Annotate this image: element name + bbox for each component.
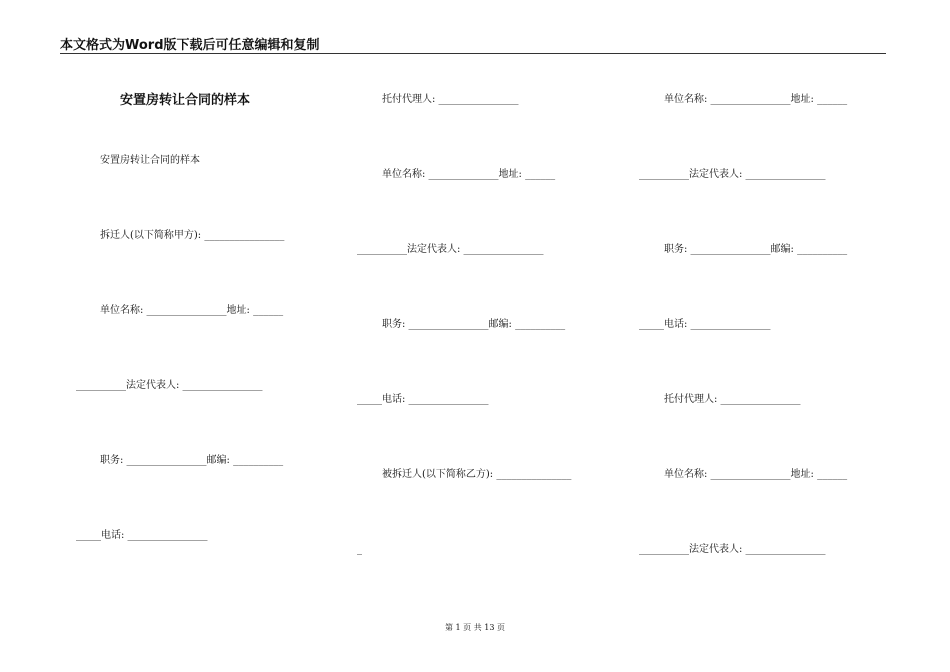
text-line: 职务: ________________邮编: __________ <box>382 319 566 330</box>
column-2 <box>330 0 620 672</box>
text-line: 拆迁人(以下简称甲方): ________________ <box>100 230 285 241</box>
text-line: __________法定代表人: ________________ <box>357 244 544 255</box>
text-line: 职务: ________________邮编: __________ <box>664 244 848 255</box>
document-title: 安置房转让合同的样本 <box>120 93 251 108</box>
column-1 <box>0 0 330 672</box>
text-line: 安置房转让合同的样本 <box>100 155 200 166</box>
text-line: 单位名称: ________________地址: ______ <box>664 469 848 480</box>
text-line: _ <box>357 544 362 555</box>
column-3 <box>610 0 900 672</box>
text-line: _____电话: ________________ <box>639 319 771 330</box>
text-line: 被拆迁人(以下简称乙方): _______________ <box>382 469 572 480</box>
header-title: 本文格式为Word版下载后可任意编辑和复制 <box>60 38 320 53</box>
text-line: 托付代理人: ________________ <box>664 394 801 405</box>
text-line: __________法定代表人: ________________ <box>76 380 263 391</box>
text-line: 单位名称: ______________地址: ______ <box>382 169 556 180</box>
text-line: _____电话: ________________ <box>357 394 489 405</box>
text-line: 单位名称: ________________地址: ______ <box>664 94 848 105</box>
text-line: 单位名称: ________________地址: ______ <box>100 305 284 316</box>
page-number: 第 1 页 共 13 页 <box>445 623 505 632</box>
text-line: _____电话: ________________ <box>76 530 208 541</box>
text-line: 职务: ________________邮编: __________ <box>100 455 284 466</box>
text-line: __________法定代表人: ________________ <box>639 544 826 555</box>
text-line: 托付代理人: ________________ <box>382 94 519 105</box>
text-line: __________法定代表人: ________________ <box>639 169 826 180</box>
